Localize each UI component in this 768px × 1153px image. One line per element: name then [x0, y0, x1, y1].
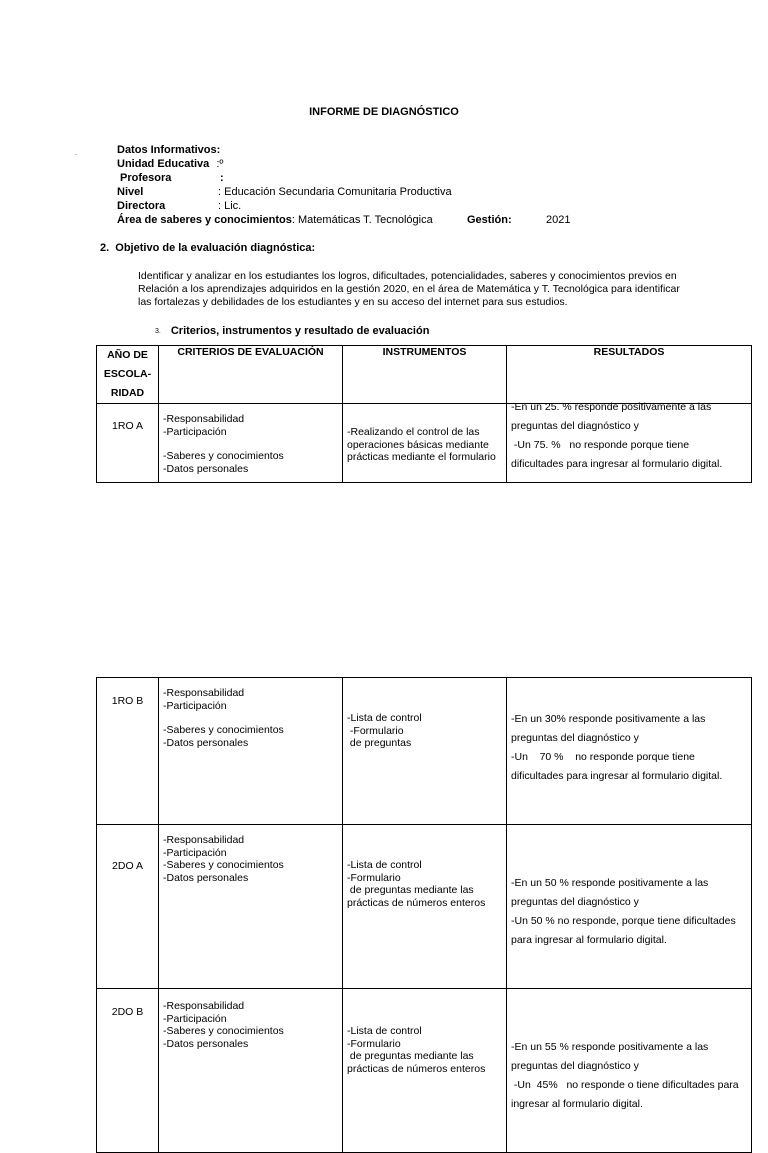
profesora-value: : [220, 172, 224, 184]
row-year: 1RO B [97, 678, 159, 825]
datos-heading: Datos Informativos: [117, 144, 221, 156]
objetivo-line: las fortalezas y debilidades de los estudiantes y en su acceso del internet para sus estudios. [138, 296, 568, 308]
header-criterios: CRITERIOS DE EVALUACIÓN [159, 346, 343, 404]
criterios-heading [155, 325, 429, 337]
gestion-value: 2021 [546, 214, 571, 226]
objetivo-line: Relación a los aprendizajes adquiridos en la gestión 2020, en el área de Matemática y T. Tecnológica para identificar [138, 283, 680, 295]
table-row [97, 989, 752, 1153]
row-instrumentos: -Lista de control -Formulario de preguntas [343, 678, 507, 825]
table-row [97, 825, 752, 989]
row-criterios: -Responsabilidad -Participación -Saberes y conocimientos -Datos personales [159, 825, 343, 989]
row-resultados: -En un 25. % responde positivamente a las preguntas del diagnóstico y -Un 75. % no responde porque tiene dificultades para ingresar al formulario digital. [507, 404, 752, 483]
table-header-row [97, 346, 752, 404]
row-criterios: -Responsabilidad -Participación -Saberes y conocimientos -Datos personales [159, 678, 343, 825]
row-instrumentos: -Lista de control -Formulario de preguntas mediante las prácticas de números enteros [343, 825, 507, 989]
profesora-label: Profesora [117, 172, 172, 184]
header-year: AÑO DE ESCOLA- RIDAD [97, 346, 159, 404]
unidad-row [117, 157, 223, 171]
evaluation-table-page2 [96, 677, 752, 1153]
row-resultados: -En un 30% responde positivamente a las preguntas del diagnóstico y -Un 70 % no responde porque tiene dificultades para ingresar al formulario digital. [507, 678, 752, 825]
row-instrumentos: -Realizando el control de las operaciones básicas mediante prácticas mediante el formulario [343, 404, 507, 483]
row-criterios: -Responsabilidad -Participación -Saberes y conocimientos -Datos personales [159, 404, 343, 483]
stray-mark: . [75, 148, 78, 157]
row-resultados: -En un 50 % responde positivamente a las preguntas del diagnóstico y -Un 50 % no responde, porque tiene dificultades para ingresar al formulario digital. [507, 825, 752, 989]
objetivo-text [138, 270, 698, 309]
area-label: Área de saberes y conocimientos [117, 214, 292, 226]
nivel-label: Nivel [117, 186, 144, 198]
area-row [117, 213, 433, 227]
gestion-label: Gestión: [467, 214, 512, 226]
row-year: 2DO A [97, 825, 159, 989]
directora-value: : Lic. [218, 200, 242, 212]
profesora-row [117, 171, 224, 185]
row-year: 2DO B [97, 989, 159, 1153]
table-row [97, 404, 752, 483]
unidad-label: Unidad Educativa [117, 158, 210, 170]
nivel-row [117, 185, 452, 199]
header-resultados: RESULTADOS [507, 346, 752, 404]
criterios-title: Criterios, instrumentos y resultado de evaluación [170, 325, 430, 337]
evaluation-table-page1 [96, 345, 752, 483]
criterios-number: 3. [155, 327, 161, 335]
table-row [97, 678, 752, 825]
unidad-value: :º [216, 158, 224, 170]
objetivo-heading: 2. Objetivo de la evaluación diagnóstica: [100, 242, 316, 254]
nivel-value: : Educación Secundaria Comunitaria Productiva [218, 186, 452, 198]
area-value: : Matemáticas T. Tecnológica [291, 214, 433, 226]
document-title: INFORME DE DIAGNÓSTICO [309, 106, 459, 118]
objetivo-line: Identificar y analizar en los estudiantes los logros, dificultades, potencialidades, saberes y conocimientos previos en [138, 270, 677, 282]
row-resultados: -En un 55 % responde positivamente a las preguntas del diagnóstico y -Un 45% no responde o tiene dificultades para ingresar al formulario digital. [507, 989, 752, 1153]
directora-row [117, 199, 242, 213]
row-instrumentos: -Lista de control -Formulario de preguntas mediante las prácticas de números enteros [343, 989, 507, 1153]
row-year: 1RO A [97, 404, 159, 483]
directora-label: Directora [117, 200, 166, 212]
header-instrumentos: INSTRUMENTOS [343, 346, 507, 404]
row-criterios: -Responsabilidad -Participación -Saberes y conocimientos -Datos personales [159, 989, 343, 1153]
